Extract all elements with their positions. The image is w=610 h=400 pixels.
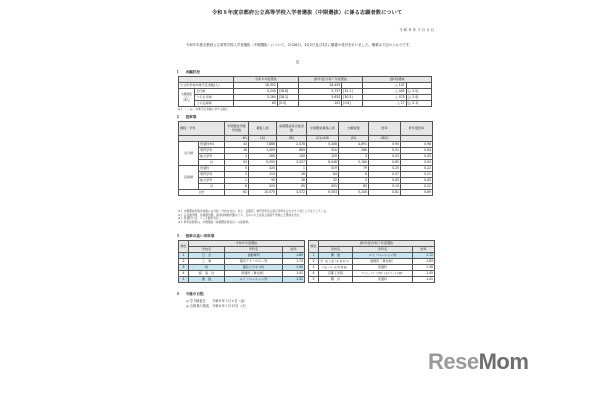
table-row: 定時制 普通科 5 320 1 319 79 0.25 0.22 xyxy=(179,166,433,172)
document-date: 令 和 ８ 年 ３ 月 ４ 日 xyxy=(399,28,434,32)
table-row: うち全日制 5,160 [28.1] 5,635 [30.5] △ 475 [△ 2.4] xyxy=(179,95,432,101)
table-row: 2 清 楽 大 橋（京 都 府 立） 建築科［単位制］ 1.63 xyxy=(309,259,435,265)
table-row: 1 開 建 ルミノベーション科 1.72 xyxy=(309,253,435,259)
resemom-logo: ReseMom xyxy=(428,349,529,374)
table-row: 出願者数（人）［率％］ 全日制 5,245 [28.6] 5,737 [31.1] △ 492 [△ 2.5] xyxy=(179,89,432,95)
schedule-list xyxy=(186,299,248,309)
table-row: 総合学科 4 260 140 120 3 0.03 0.43 xyxy=(200,153,431,158)
document-page xyxy=(172,10,440,396)
table-row: 専門学科 16 1,409 889 520 266 0.51 0.64 xyxy=(200,147,431,152)
table-row: 4 綾 南 台 普通科［単位制］ 1.41 xyxy=(179,271,305,277)
section3-heading: ３ 倍率の高い学科等 xyxy=(176,234,215,238)
table-row: 3 日吉ヶ丘（前 期 選 抜） 普通科 1.58 xyxy=(309,265,435,271)
section1-heading: １ 出願状況 xyxy=(176,70,200,74)
intro-paragraph: 令和８年度京都府公立高等学校入学者選抜（中期選抜）について、2月26日、3月2日及び3日に願書の受付を行いました。概要は下記のとおりです。 xyxy=(186,43,413,47)
table-row: 2 工 業 電気テクノロジー科 1.73 xyxy=(179,259,305,265)
schedule-item: ◎ 合格者の発表 令和８年３月17日（火） xyxy=(186,303,249,308)
table-row: うち定時制 85 [0.5] 102 [0.6] △ 17 [△ 0.1] xyxy=(179,101,432,107)
table-row: 総合学科 1 90 38 52 0 0.00 0.00 xyxy=(200,177,431,182)
ki-heading: 記 xyxy=(296,60,300,64)
section2-heading: ２ 倍率等 xyxy=(176,115,197,119)
table-row-total: 合計 61 10,075 3,572 6,503 5,245 0.81 0.89 xyxy=(179,190,433,196)
section3-left-table: 順位 令和８年度選抜 学校名 学科名 倍率 1 日 吉 自動車科 1.89 2 工 業 電気テクノロジー科 1.73 3 桂 園芸ビジネス科 1.50 4 綾 南 台 普通科［単位制］ 1.41 5 開 建 ルミノベーション科 1.32 xyxy=(180,240,303,281)
table-row: 計 8 520 65 455 85 0.19 0.22 xyxy=(179,184,433,190)
section1-note: ※１ ［ ］は、卒業予定者数に対する割合 xyxy=(178,107,228,111)
table-row: 専門学科 3 110 26 84 6 0.07 0.21 xyxy=(200,171,431,176)
table-row: 全日制 普通科※3 43 7,886 2,478 5,408 4,891 0.90 0.98 xyxy=(179,142,433,148)
section2-notes: ※１ 中期選抜実施学校数には分校・分校を含む。また、京都府、専門学科及び総合学科を合わせて１校として計上している。 ※２ 口丹通学圏、丹後通学圏、南丹地域通学圏のうち、定められた各府立高校で実施した選抜を含む。 ※３ 普通科には、コース制を含む。 ※４ 昨年度倍率は、中期選抜（前期選抜等含む）の総倍率。 xyxy=(178,209,329,224)
table-row: 1 日 吉 自動車科 1.89 xyxy=(179,253,305,259)
document-title: 令和８年度京都府公立高等学校入学者選抜（中期選抜）に係る志願者数について xyxy=(211,10,403,16)
table-row: 公立中学校卒業予定者数(人) 18,352 18,459 △ 107 xyxy=(179,83,432,89)
section1-table: 令和８年度選抜 (昨年度)令和７年度選抜 (参考)増減 公立中学校卒業予定者数(人) 18,352 18,459 △ 107 出願者数（人）［率％］ 全日制 5,245 [28.6] 5,737 [31.1] △ 492 [△ 2.5] うち全日制 5,160 [28.1] 5,635 [30.5] △ 475 [△ 2.4] うち定時制 85 [0.5] 102 [0.6] △ 17 [△ 0.1] xyxy=(178,76,432,107)
section4-heading: ４ 今後の日程 xyxy=(176,292,204,296)
section3-right-table: 順位 (昨年度)令和７年度選抜 学校名 学科名 倍率 1 開 建 ルミノベーション科 1.72 2 清 楽 大 橋（京 都 府 立） 建築科［単位制］ 1.63 3 日吉ヶ丘（前 期 選 抜） 普通科 1.58 4 京都工学院 プロジェクト工学科（まちづくり分野） 1.45 5 鴨 沂 普通科 1.41 xyxy=(310,240,434,281)
schedule-item: ◎ 学力検査日 令和８年３月６日（金） xyxy=(186,299,248,303)
table-row: 5 開 建 ルミノベーション科 1.32 xyxy=(179,277,305,283)
table-row: 4 京都工学院 プロジェクト工学科（まちづくり分野） 1.45 xyxy=(309,271,435,277)
table-row: 3 桂 園芸ビジネス科 1.50 xyxy=(179,265,305,271)
section2-table: 課程・学科 中期選抜実施学校数 募集人員 前期選抜等合格者数 中期選抜募集人員 志願者数 倍率 昨年度倍率 ※1 (A) (B) (C)=A-B (D) (D/C) 全日制 普通科※3 43 7,886 2,478 5,408 4,891 0.90 0.98 専門学科 16 1,409 889 520 266 0.51 0.64 総合学科 4 260 140 120 3 0.03 0.43 計 53 9,555 3,507 6,048 5,160 0.85 0.94 定時制 普通科 5 320 1 319 79 0.25 0.22 専門学科 3 110 26 84 6 0.07 0.21 総合学科 1 90 38 52 0 0.00 0.00 計 8 520 65 455 85 0.19 0.22 合計 61 10,075 3,572 6,503 5,245 0.81 0.89 xyxy=(178,121,433,196)
table-row: 計 53 9,555 3,507 6,048 5,160 0.85 0.94 xyxy=(179,160,433,166)
table-row: 5 鴨 沂 普通科 1.41 xyxy=(309,277,435,283)
